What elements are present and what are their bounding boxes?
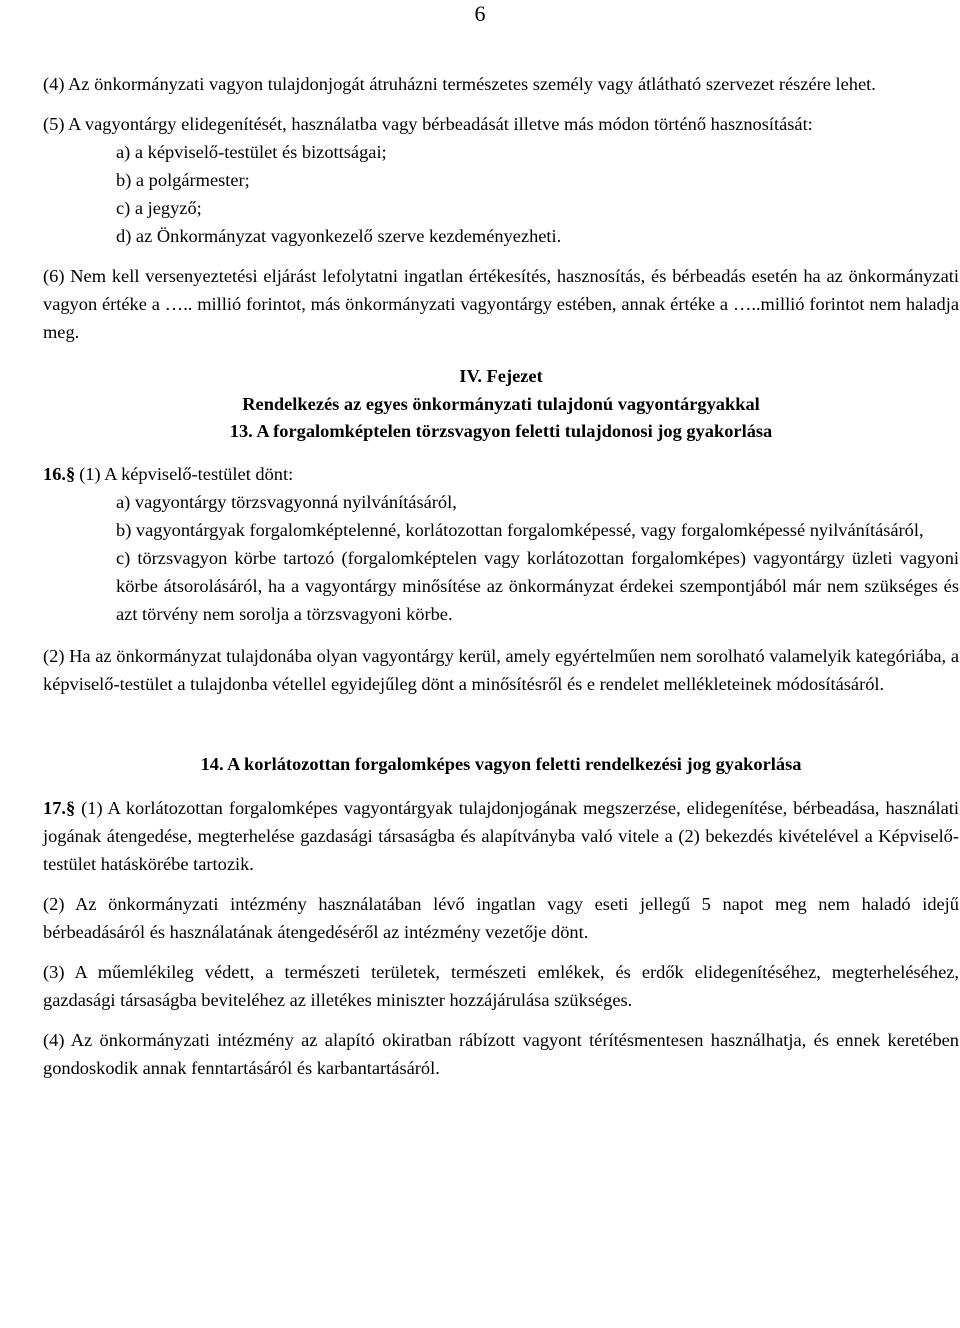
article-17-paragraph-3: (3) A műemlékileg védett, a természeti területek, természeti emlékek, és erdők elidegenítéséhez, megterheléséhez, gazdasági társaságba beviteléhez az illetékes miniszter hozzájárulása szükséges. [43,961,959,1010]
list-item: b) a polgármester; [116,170,250,190]
list-item: a) a képviselő-testület és bizottságai; [116,142,387,162]
article-17-paragraph-2: (2) Az önkormányzati intézmény használatában lévő ingatlan vagy eseti jellegű 5 napot meg nem haladó idejű bérbeadásáról és használatának átengedéséről az intézmény vezetője dönt. [43,893,959,942]
chapter-title: Rendelkezés az egyes önkormányzati tulajdonú vagyontárgyakkal [242,393,760,414]
article-16-paragraph-2: (2) Ha az önkormányzat tulajdonába olyan vagyontárgy kerül, amely egyértelműen nem sorolható valamelyik kategóriába, a képviselő-testület a tulajdonba vétellel egyidejűleg dönt a minősítésről és e rendelet mellékleteinek módosításáról. [43,645,959,694]
page-number: 6 [474,1,486,26]
paragraph-5 [43,110,959,250]
section-14-title: 14. A korlátozottan forgalomképes vagyon feletti rendelkezési jog gyakorlása [200,753,802,774]
article-16-first [43,460,959,488]
section-13-title: 13. A forgalomképtelen törzsvagyon feletti tulajdonosi jog gyakorlása [229,421,773,441]
article-17 [43,794,959,1082]
list-item: d) az Önkormányzat vagyonkezelő szerve kezdeményezheti. [116,226,562,246]
chapter-heading [43,363,959,446]
page-content [43,70,959,1082]
list-item: b) vagyontárgyak forgalomképtelenné, korlátozottan forgalomképessé, vagy forgalomképessé nyilvánításáról, [116,519,924,540]
article-17-paragraph-1: 17.§ (1) A korlátozottan forgalomképes vagyontárgyak tulajdonjogának megszerzése, elidegenítése, bérbeadása, használati jogának átengedése, megterhelése gazdasági társaságba és alapítványba való vitele a (2) bekezdés kivételével a Képviselő-testület hatáskörébe tartozik. [43,797,960,874]
article-number: 17.§ [43,797,82,818]
paragraph-4: (4) Az önkormányzati vagyon tulajdonjogát átruházni természetes személy vagy átlátható szervezet részére lehet. [43,74,876,94]
article-17-paragraph-4: (4) Az önkormányzati intézmény az alapító okiratban rábízott vagyont térítésmentesen használhatja, és ennek keretében gondoskodik annak fenntartásáról és karbantartásáról. [43,1029,959,1078]
list-item: a) vagyontárgy törzsvagyonná nyilvánításáról, [116,491,457,512]
paragraph-6: (6) Nem kell versenyeztetési eljárást lefolytatni ingatlan értékesítés, hasznosítás, és bérbeadás esetén ha az önkormányzati vagyon értéke a ….. millió forintot, más önkormányzati vagyontárgy estében, annak értéke a …..millió forintot nem haladja meg. [43,266,959,342]
list-item: c) a jegyző; [116,198,202,218]
chapter-number: IV. Fejezet [459,366,543,386]
article-number: 16.§ [43,463,76,484]
article-16 [43,460,959,698]
article-16-intro: (1) A képviselő-testület dönt: [79,463,294,484]
paragraph-5-intro: (5) A vagyontárgy elidegenítését, használatba vagy bérbeadását illetve más módon történő hasznosítását: [43,114,813,134]
list-item: c) törzsvagyon körbe tartozó (forgalomképtelen vagy korlátozottan forgalomképes) vagyontárgy üzleti vagyoni körbe átsorolásáról, ha a vagyontárgy minősítése az önkormányzat érdekei szempontjából már nem szükséges és azt törvény nem sorolja a törzsvagyoni körbe. [116,547,959,624]
